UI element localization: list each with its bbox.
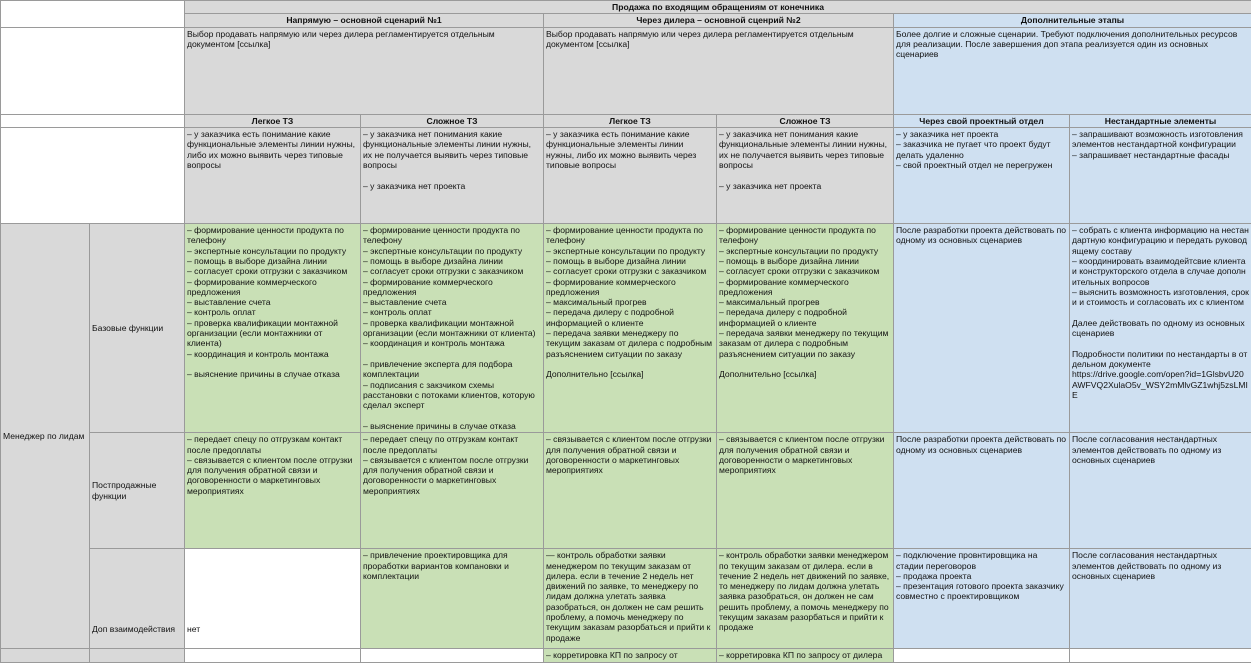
- row-label-basic: Базовые функции: [90, 223, 185, 432]
- corner-blank-3: [1, 114, 185, 127]
- column-conditions: – у заказчика есть понимание какие функциональные элементы линии нужны, либо их можно выявить через типовые вопросы: [544, 127, 717, 223]
- cell-extra-dealer-easy: — контроль обработки заявки менеджером по текущим заказам от дилера. если в течение 2 недель нет движений по заявке, то менеджеру по лидам должна улетать заявка разобраться, он должен не сам решить проблему, а помочь менеджеру по текущим заказам разорбаться и прийти к продаже: [544, 549, 717, 649]
- column-title: Нестандартные элементы: [1070, 114, 1251, 127]
- cell-next-dealer-complex: – корретировка КП по запросу от дилера: [717, 649, 894, 662]
- section-additional-title: Дополнительные этапы: [894, 14, 1251, 27]
- main-header: Продажа по входящим обращениям от конечника: [185, 1, 1251, 14]
- cell-postsale-direct-complex: – передает спецу по отгрузкам контакт после предоплаты – связывается с клиентом после отгрузки для получения обратной связи и договоренности о маркетинговых мероприятиях: [361, 433, 544, 549]
- cell-next-dealer-easy: – корретировка КП по запросу от: [544, 649, 717, 662]
- cell-extra-project-dept: – подключение провнтировщика на стадии переговоров – продажа проекта – презентация готового проекта заказчику совместно с проектировщиком: [894, 549, 1070, 649]
- column-title: Через свой проектный отдел: [894, 114, 1070, 127]
- cell-basic-direct-easy: – формирование ценности продукта по телефону – экспертные консультации по продукту – помощь в выборе дизайна линии – согласует сроки отгрузки с заказчиком – формирование коммерческого предложения – выставление счета – контроль оплат – проверка квалификации монтажной организации (если монтажники от клиента) – координация и контроль монтажа – выяснение причины в случае отказа: [185, 223, 361, 432]
- column-conditions: – у заказчика есть понимание какие функциональные элементы линии нужны, либо их можно выявить через типовые вопросы: [185, 127, 361, 223]
- column-title: Легкое ТЗ: [185, 114, 361, 127]
- cell-postsale-nonstandard: После согласования нестандартных элементов действовать по одному из основных сценариев: [1070, 433, 1251, 549]
- section-dealer-title: Через дилера – основной сценрий №2: [544, 14, 894, 27]
- cell-extra-dealer-complex: – контроль обработки заявки менеджером по текущим заказам от дилера. если в течение 2 недель нет движений по заявке, то менеджеру по лидам должна улетать заявка разобраться, он должен не сам решить проблему, а помочь менеджеру по текущим заказам разорбаться и прийти к продаже: [717, 549, 894, 649]
- row-label-extra: Доп взаимодействия: [90, 549, 185, 649]
- cell-postsale-project-dept: После разработки проекта действовать по одному из основных сценариев: [894, 433, 1070, 549]
- cell-postsale-direct-easy: – передает спецу по отгрузкам контакт после предоплаты – связывается с клиентом после отгрузки для получения обратной связи и договоренности о маркетинговых мероприятиях: [185, 433, 361, 549]
- column-conditions: – запрашивают возможность изготовления элементов нестандартной конфигурации – запрашивает нестандартные фасады: [1070, 127, 1251, 223]
- row-label-next-role: [1, 649, 90, 662]
- section-direct-description: Выбор продавать напрямую или через дилера регламентируется отдельным документом [ссылка]: [185, 27, 544, 114]
- cell-next-direct-complex: [361, 649, 544, 662]
- row-label-next: [90, 649, 185, 662]
- section-direct-title: Напрямую – основной сценарий №1: [185, 14, 544, 27]
- cell-basic-nonstandard: – собрать с клиента информацию на нестандартную конфигурацию и передать руководящему составу – координировать взаимодейтсвие клиента и конструкторского отдела в случае дополнительных вопросов – выяснить возможность изготовления, сроки и стоимость и согласовать их с клиентом Далее действовать по одному из основных сценариев Подробности политики по нестандарты в отдельном документе https://drive.google.com/open?id=1GlsbvU20AWFVQ2XulaO5v_WSY2mMlvGZ1whj5zsLMIE: [1070, 223, 1251, 432]
- section-additional-description: Более долгие и сложные сценарии. Требуют подключения дополнительных ресурсов для реализации. После завершения доп этапа реализуется один из основных сценариев: [894, 27, 1251, 114]
- column-conditions: – у заказчика нет понимания какие функциональные элементы линии нужны, их не получается выявить через типовые вопросы – у заказчика нет проекта: [361, 127, 544, 223]
- corner-blank-2: [1, 27, 185, 114]
- role-label: Менеджер по лидам: [1, 223, 90, 648]
- cell-basic-project-dept: После разработки проекта действовать по одному из основных сценариев: [894, 223, 1070, 432]
- cell-extra-nonstandard: После согласования нестандартных элементов действовать по одному из основных сценариев: [1070, 549, 1251, 649]
- cell-postsale-dealer-easy: – связывается с клиентом после отгрузки для получения обратной связи и договоренности о маркетинговых мероприятиях: [544, 433, 717, 549]
- column-title: Сложное ТЗ: [717, 114, 894, 127]
- cell-next-direct-easy: [185, 649, 361, 662]
- cell-postsale-dealer-complex: – связывается с клиентом после отгрузки для получения обратной связи и договоренности о маркетинговых мероприятиях: [717, 433, 894, 549]
- cell-basic-direct-complex: – формирование ценности продукта по телефону – экспертные консультации по продукту – помощь в выборе дизайна линии – согласует сроки отгрузки с заказчиком – формирование коммерческого предложения – выставление счета – контроль оплат – проверка квалификации монтажной организации (если монтажники от клиента) – координация и контроль монтажа – привлечение эксперта для подбора комплектации – подписания с закзчиком схемы расстановки с потоками клиентов, которую сделал эксперт – выяснение причины в случае отказа: [361, 223, 544, 432]
- section-dealer-description: Выбор продавать напрямую или через дилера регламентируется отдельным документом [ссылка]: [544, 27, 894, 114]
- cell-extra-direct-complex: – привлечение проектировщика для проработки вариантов компановки и комплектации: [361, 549, 544, 649]
- column-title: Легкое ТЗ: [544, 114, 717, 127]
- column-conditions: – у заказчика нет понимания какие функциональные элементы линии нужны, их не получается выявить через типовые вопросы – у заказчика нет проекта: [717, 127, 894, 223]
- column-conditions: – у заказчика нет проекта – заказчика не пугает что проект будут делать удаленно – свой проектный отдел не перегружен: [894, 127, 1070, 223]
- cell-basic-dealer-complex: – формирование ценности продукта по телефону – экспертные консультации по продукту – помощь в выборе дизайна линии – согласует сроки отгрузки с заказчиком – формирование коммерческого предложения – максимальный прогрев – передача дилеру с подробной информацией о клиенте – передача заявки менеджеру по текущим заказам от дилера с подробным разъяснением ситуации по заказу Дополнительно [ссылка]: [717, 223, 894, 432]
- column-title: Сложное ТЗ: [361, 114, 544, 127]
- row-label-postsale: Постпродажные функции: [90, 433, 185, 549]
- cell-extra-direct-easy: нет: [185, 549, 361, 649]
- cell-next-nonstandard: [1070, 649, 1251, 662]
- cell-next-project-dept: [894, 649, 1070, 662]
- corner-blank: [1, 1, 185, 28]
- cell-basic-dealer-easy: – формирование ценности продукта по телефону – экспертные консультации по продукту – помощь в выборе дизайна линии – согласует сроки отгрузки с заказчиком – формирование коммерческого предложения – максимальный прогрев – передача дилеру с подробной информацией о клиенте – передача заявки менеджеру по текущим заказам от дилера с подробным разъяснением ситуации по заказу Дополнительно [ссылка]: [544, 223, 717, 432]
- corner-blank-4: [1, 127, 185, 223]
